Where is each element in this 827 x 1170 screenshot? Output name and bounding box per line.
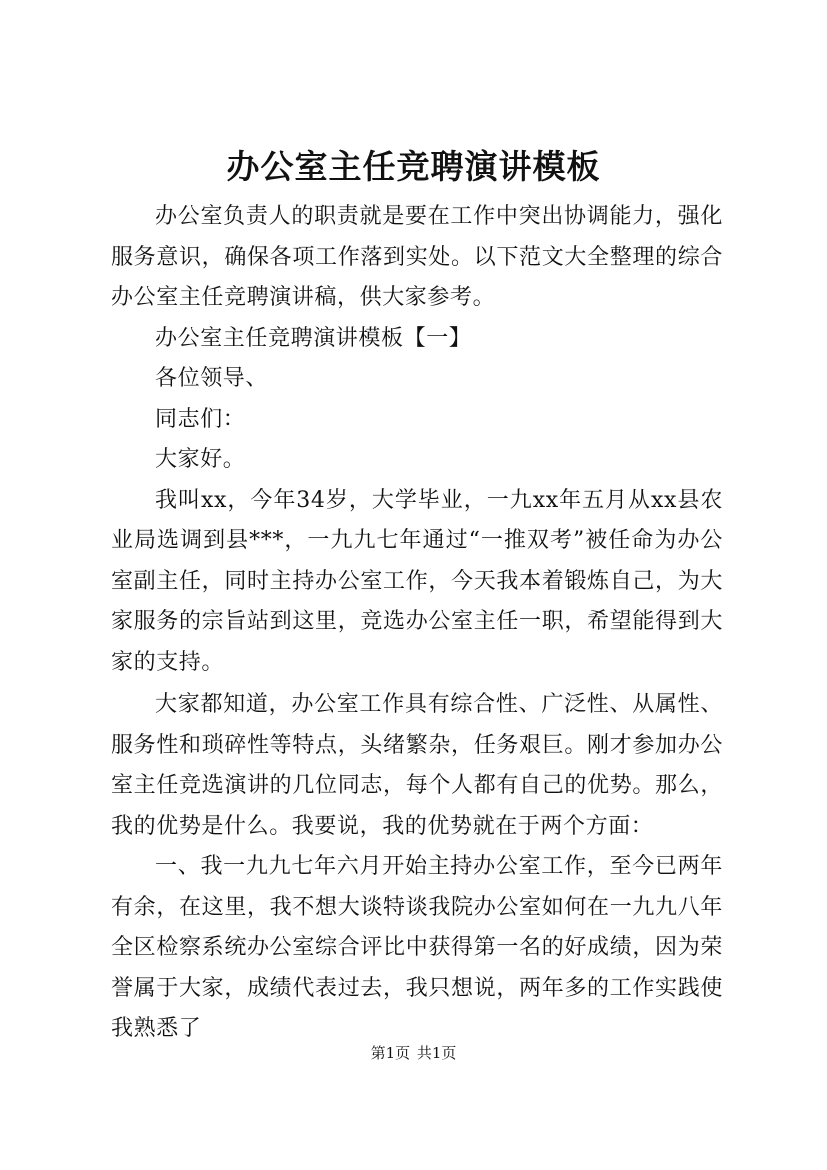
- salutation-leaders: 各位领导、: [155, 366, 269, 391]
- advantage-one-paragraph: 一、我一九九七年六月开始主持办公室工作，至今已两年有余，在这里，我不想大谈特谈我院办公室如何在一九九八年全区检察系统办公室综合评比中获得第一名的好成绩，因为荣誉属于大家，成绩代表过去，我只想说，两年多的工作实践使我熟悉了: [111, 854, 723, 1041]
- self-introduction-paragraph: 我叫xx，今年34岁，大学毕业，一九xx年五月从xx县农业局选调到县***，一九九七年通过“一推双考”被任命为办公室副主任，同时主持办公室工作，今天我本着锻炼自己，为大家服务的宗旨站到这里，竞选办公室主任一职，希望能得到大家的支持。: [111, 487, 723, 675]
- section-heading: 办公室主任竞聘演讲模板【一】: [155, 325, 472, 351]
- salutation-comrades: 同志们：: [155, 406, 246, 432]
- document-title: 办公室主任竞聘演讲模板: [226, 147, 601, 186]
- greeting: 大家好。: [155, 447, 246, 472]
- page-footer: 第1页 共1页: [370, 1044, 457, 1062]
- intro-paragraph: 办公室负责人的职责就是要在工作中突出协调能力，强化服务意识，确保各项工作落到实处。以下范文大全整理的综合办公室主任竞聘演讲稿，供大家参考。: [111, 204, 723, 310]
- office-work-paragraph: 大家都知道，办公室工作具有综合性、广泛性、从属性、服务性和琐碎性等特点，头绪繁杂，任务艰巨。刚才参加办公室主任竞选演讲的几位同志，每个人都有自己的优势。那么，我的优势是什么。我要说，我的优势就在于两个方面：: [111, 692, 723, 839]
- document-body: [111, 197, 723, 1050]
